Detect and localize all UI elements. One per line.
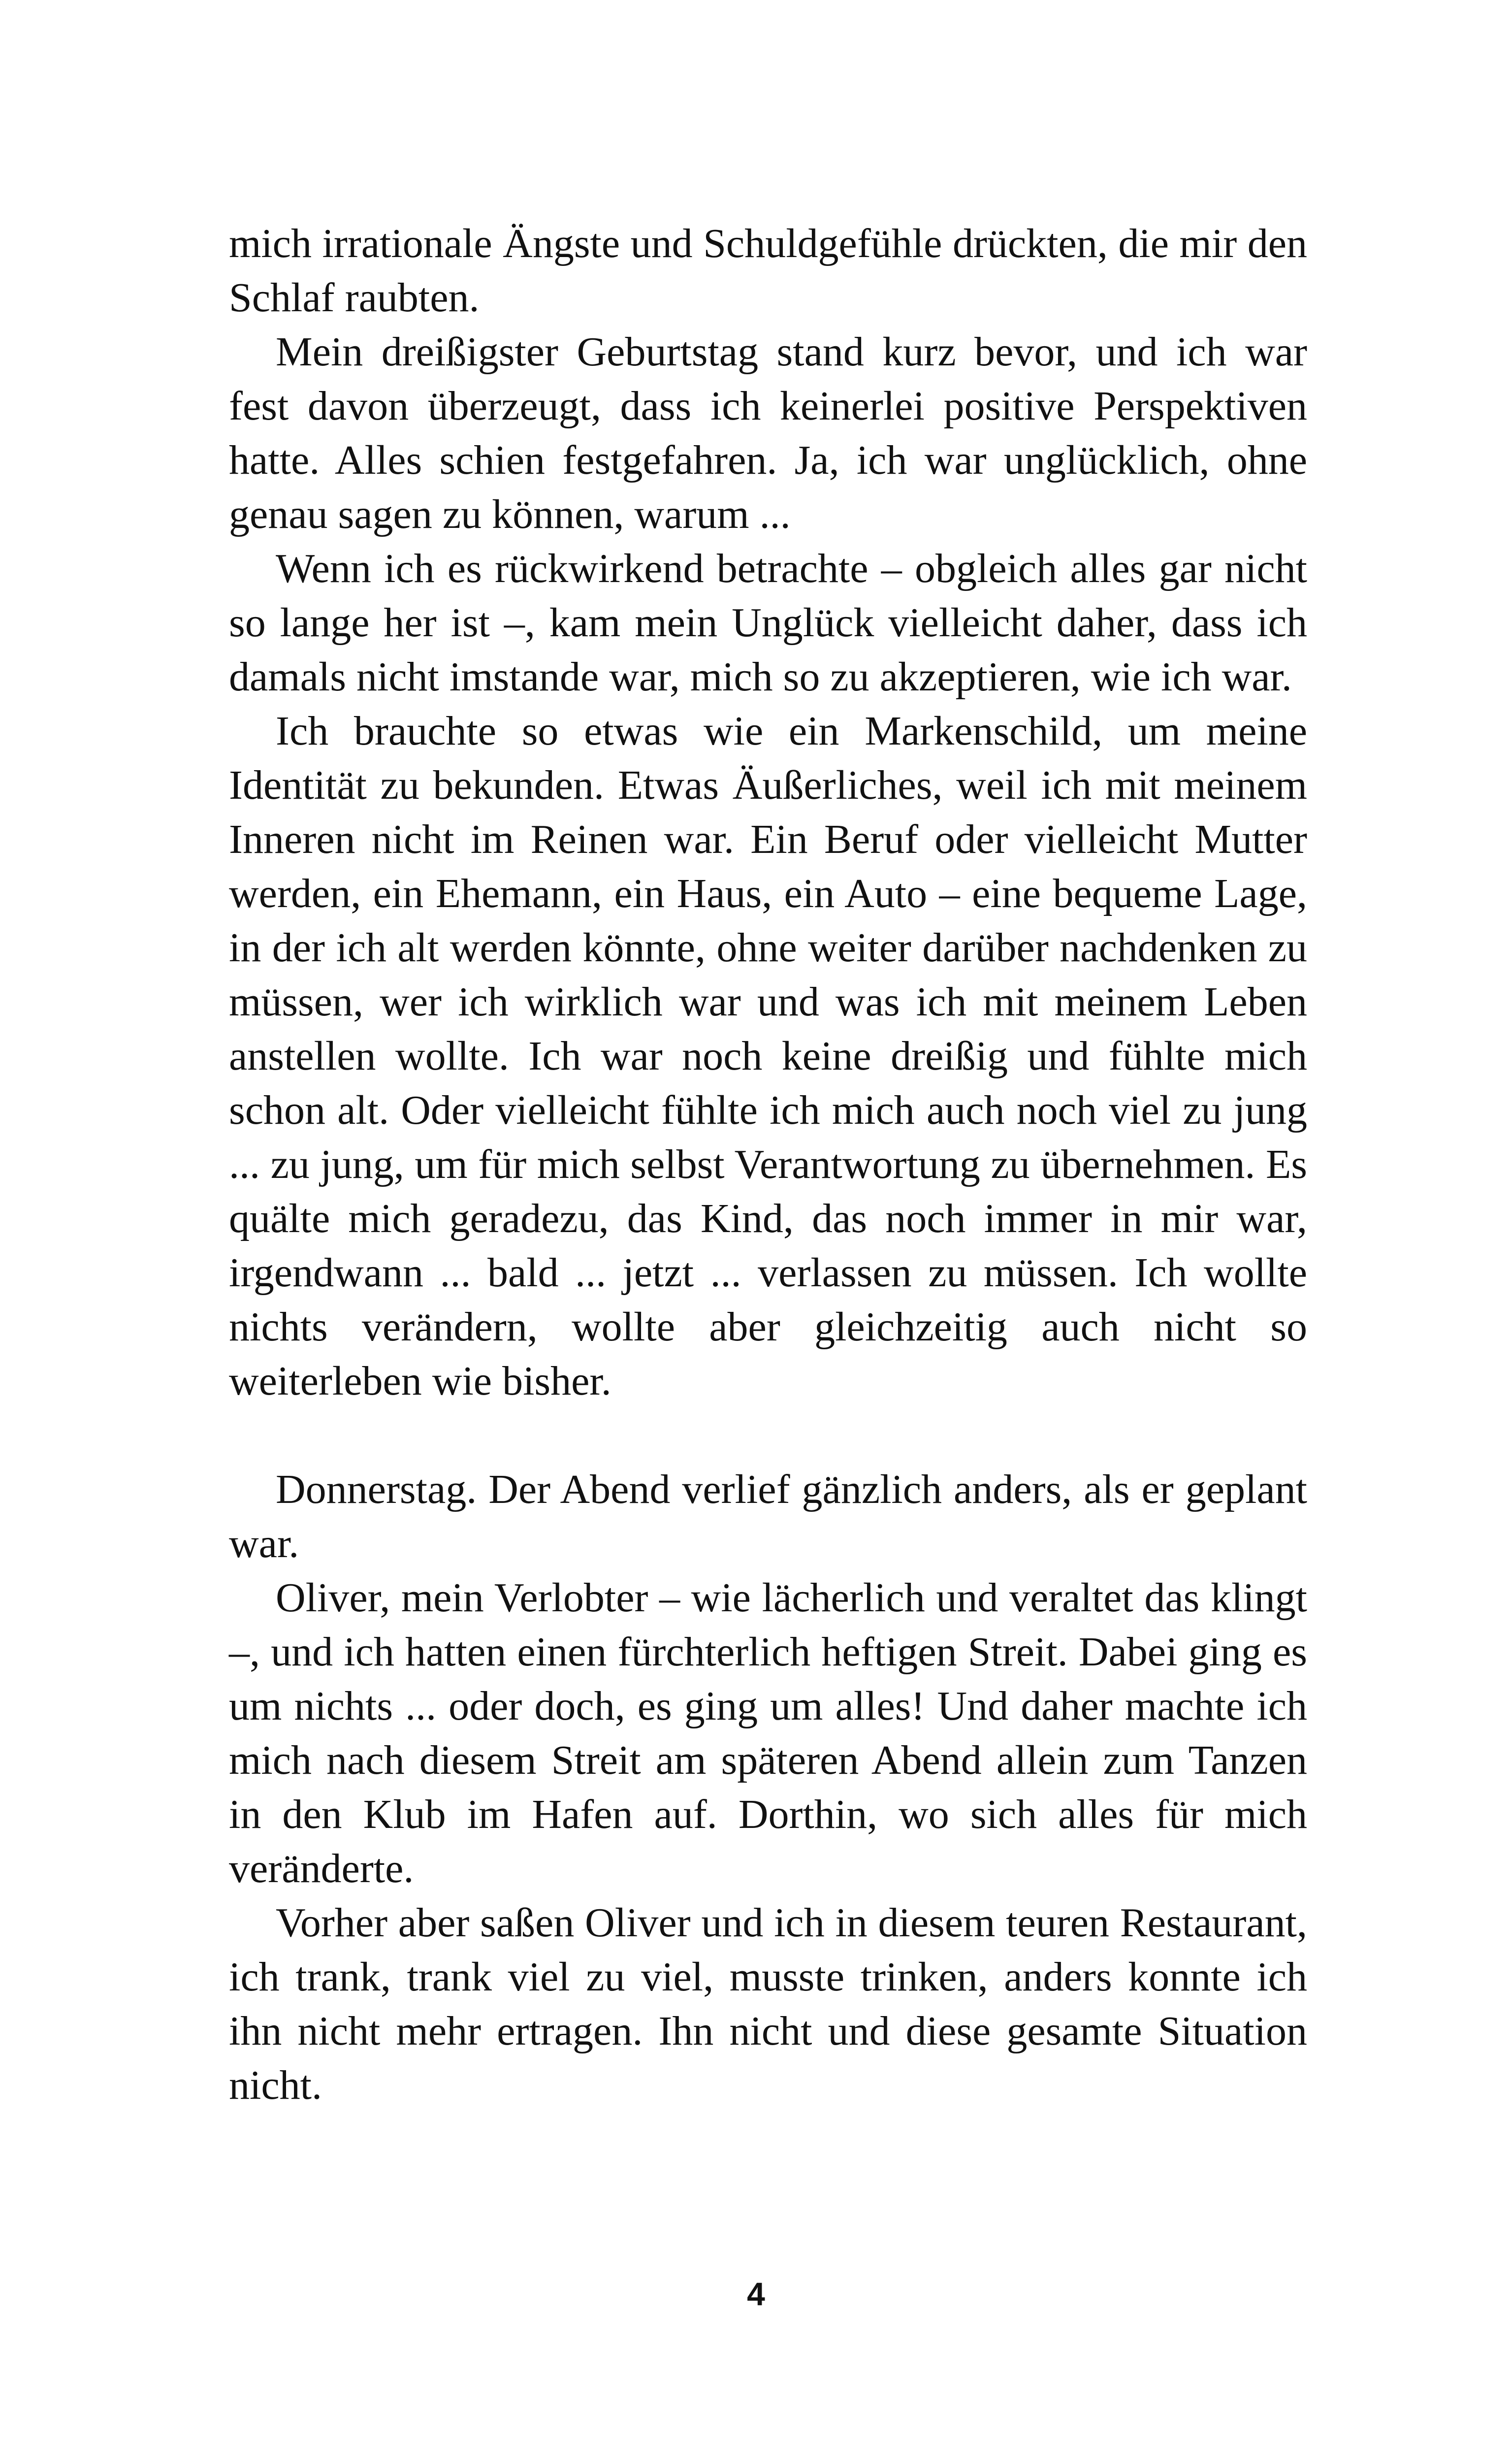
paragraph: Ich brauchte so etwas wie ein Markenschild, um meine Identität zu bekunden. Etwas Äußerliches, weil ich mit meinem Inneren nicht im Reinen war. Ein Beruf oder vielleicht Mutter werden, ein Ehemann, ein Haus, ein Auto – eine bequeme Lage, in der ich alt werden könnte, ohne weiter darüber nachdenken zu müssen, wer ich wirklich war und was ich mit meinem Leben anstellen wollte. Ich war noch keine dreißig und fühlte mich schon alt. Oder vielleicht fühlte ich mich auch noch viel zu jung ... zu jung, um für mich selbst Verantwortung zu übernehmen. Es quälte mich geradezu, das Kind, das noch immer in mir war, irgendwann ... bald ... jetzt ... verlassen zu müssen. Ich wollte nichts verändern, wollte aber gleichzeitig auch nicht so weiterleben wie bisher.: [229, 708, 1307, 1404]
paragraph: mich irrationale Ängste und Schuldgefühle drückten, die mir den Schlaf raubten.: [229, 221, 1307, 321]
paragraph: Mein dreißigster Geburtstag stand kurz bevor, und ich war fest davon überzeugt, dass ich keinerlei positive Perspektiven hatte. Alles schien festgefahren. Ja, ich war unglücklich, ohne genau sagen zu können, warum ...: [229, 329, 1307, 537]
paragraph: Oliver, mein Verlobter – wie lächerlich und veraltet das klingt –, und ich hatten einen fürchterlich heftigen Streit. Dabei ging es um nichts ... oder doch, es ging um alles! Und daher machte ich mich nach diesem Streit am späteren Abend allein zum Tanzen in den Klub im Hafen auf. Dorthin, wo sich alles für mich veränderte.: [229, 1575, 1307, 1891]
body-text: [229, 217, 1307, 2113]
page-number: 4: [747, 2276, 765, 2312]
section-break: [229, 1408, 1307, 1463]
paragraph: Vorher aber saßen Oliver und ich in diesem teuren Restaurant, ich trank, trank viel zu viel, musste trinken, anders konnte ich ihn nicht mehr ertragen. Ihn nicht und diese gesamte Situation nicht.: [229, 1900, 1307, 2108]
paragraph: Donnerstag. Der Abend verlief gänzlich anders, als er geplant war.: [229, 1466, 1307, 1566]
paragraph: Wenn ich es rückwirkend betrachte – obgleich alles gar nicht so lange her ist –, kam mein Unglück vielleicht daher, dass ich damals nicht imstande war, mich so zu akzeptieren, wie ich war.: [229, 546, 1307, 700]
